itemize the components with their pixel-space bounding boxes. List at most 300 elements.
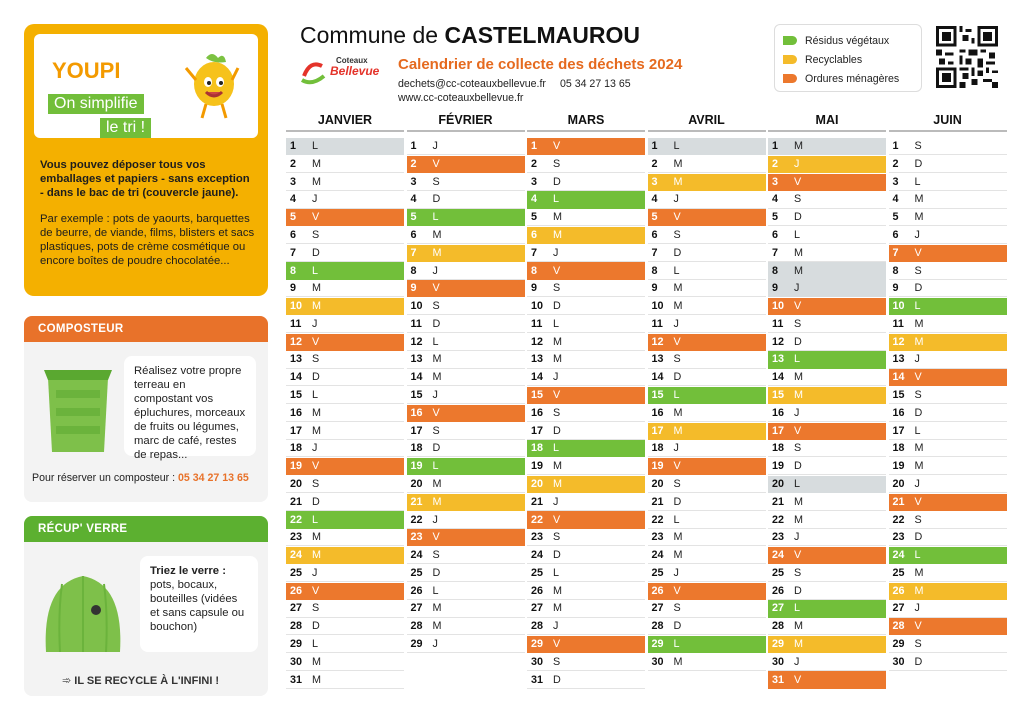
day-number: 28 bbox=[410, 620, 423, 633]
day-row bbox=[286, 298, 404, 315]
day-row bbox=[889, 262, 1007, 279]
day-number: 17 bbox=[410, 424, 423, 437]
day-number: 29 bbox=[892, 637, 905, 650]
day-row bbox=[407, 494, 525, 511]
day-letter: V bbox=[794, 549, 802, 562]
day-letter: V bbox=[432, 531, 440, 544]
day-number: 13 bbox=[892, 353, 905, 366]
day-number: 23 bbox=[290, 531, 303, 544]
composteur-bubble: Réalisez votre propre terreau en compostant vos épluchures, morceaux de fruits ou légumes, marc de café, restes de repas... bbox=[124, 356, 256, 456]
page-title bbox=[300, 22, 640, 49]
day-number: 26 bbox=[651, 584, 664, 597]
day-letter: L bbox=[432, 335, 439, 348]
day-number: 20 bbox=[772, 477, 785, 490]
day-number: 8 bbox=[531, 264, 538, 277]
day-number: 8 bbox=[290, 264, 297, 277]
coteaux-bellevue-logo bbox=[300, 56, 382, 88]
day-letter: M bbox=[914, 317, 924, 330]
day-letter: S bbox=[794, 317, 802, 330]
day-number: 24 bbox=[531, 549, 544, 562]
day-letter: L bbox=[914, 300, 921, 313]
day-row bbox=[286, 405, 404, 422]
day-number: 18 bbox=[892, 442, 905, 455]
day-number: 17 bbox=[772, 424, 785, 437]
day-number: 3 bbox=[410, 175, 417, 188]
day-row bbox=[889, 405, 1007, 422]
day-row bbox=[768, 405, 886, 422]
day-letter: M bbox=[312, 282, 321, 295]
day-row bbox=[527, 262, 645, 279]
day-letter: M bbox=[312, 655, 321, 668]
day-letter: S bbox=[432, 424, 440, 437]
day-row bbox=[527, 671, 645, 688]
day-row bbox=[286, 262, 404, 279]
day-row bbox=[527, 138, 645, 155]
day-letter: S bbox=[312, 229, 320, 241]
day-letter: D bbox=[432, 566, 441, 579]
month-name: MARS bbox=[527, 108, 645, 132]
day-letter: M bbox=[673, 175, 683, 188]
day-row bbox=[648, 423, 766, 440]
day-letter: L bbox=[553, 193, 560, 206]
day-number: 10 bbox=[410, 300, 423, 313]
legend-label: Recyclables bbox=[805, 53, 863, 66]
day-letter: J bbox=[432, 140, 438, 153]
day-row bbox=[286, 191, 404, 208]
day-letter: S bbox=[673, 477, 681, 490]
composteur-reserve bbox=[32, 472, 249, 484]
day-number: 7 bbox=[772, 246, 779, 259]
day-number: 5 bbox=[772, 211, 779, 224]
legend-swatch-orange bbox=[783, 74, 797, 83]
day-row bbox=[286, 583, 404, 600]
day-letter: M bbox=[432, 602, 442, 615]
day-letter: J bbox=[673, 193, 679, 206]
day-row bbox=[648, 405, 766, 422]
day-number: 10 bbox=[290, 300, 303, 313]
day-row bbox=[407, 458, 525, 475]
day-number: 2 bbox=[531, 157, 538, 170]
day-number: 3 bbox=[531, 175, 538, 188]
day-letter: M bbox=[794, 389, 803, 402]
day-number: 2 bbox=[651, 157, 658, 170]
day-letter: D bbox=[553, 549, 561, 562]
day-row bbox=[648, 529, 766, 546]
day-letter: M bbox=[553, 229, 562, 241]
day-row bbox=[286, 174, 404, 191]
day-number: 17 bbox=[651, 424, 664, 437]
day-letter: J bbox=[673, 442, 679, 455]
day-row bbox=[648, 458, 766, 475]
day-letter: S bbox=[673, 602, 681, 615]
day-row bbox=[286, 156, 404, 173]
verre-bubble-text: pots, bocaux, bouteilles (vidées et sans capsule ou bouchon) bbox=[150, 579, 245, 633]
day-letter: M bbox=[312, 673, 321, 686]
day-letter: S bbox=[914, 513, 922, 526]
recup-verre-bubble bbox=[140, 556, 258, 652]
day-number: 27 bbox=[290, 602, 303, 615]
day-row bbox=[527, 494, 645, 511]
day-row bbox=[768, 245, 886, 262]
day-row bbox=[286, 334, 404, 351]
logo-text-top: Coteaux bbox=[336, 56, 368, 65]
day-number: 10 bbox=[531, 300, 544, 313]
day-number: 4 bbox=[651, 193, 658, 206]
day-row bbox=[648, 174, 766, 191]
day-row bbox=[768, 671, 886, 688]
day-number: 29 bbox=[410, 637, 423, 650]
day-row bbox=[527, 334, 645, 351]
day-letter: M bbox=[553, 602, 562, 615]
contact-email[interactable]: dechets@cc-coteauxbellevue.fr bbox=[398, 78, 546, 90]
day-letter: V bbox=[914, 620, 922, 633]
day-number: 12 bbox=[531, 335, 544, 348]
commune-prefix: Commune de bbox=[300, 22, 445, 48]
mascot-icon bbox=[184, 50, 240, 122]
day-letter: D bbox=[432, 442, 441, 455]
day-row bbox=[889, 298, 1007, 315]
day-row bbox=[286, 494, 404, 511]
day-row bbox=[407, 262, 525, 279]
day-letter: M bbox=[553, 460, 562, 473]
day-letter: M bbox=[794, 495, 803, 508]
day-number: 29 bbox=[531, 637, 544, 650]
day-row bbox=[648, 351, 766, 368]
day-letter: D bbox=[914, 406, 923, 419]
day-letter: M bbox=[673, 424, 683, 437]
day-letter: L bbox=[312, 513, 319, 526]
day-row bbox=[527, 298, 645, 315]
day-row bbox=[527, 636, 645, 653]
youpi-tag-simplifie: On simplifie bbox=[48, 94, 144, 114]
day-letter: D bbox=[553, 300, 561, 313]
day-number: 27 bbox=[410, 602, 423, 615]
day-number: 24 bbox=[651, 549, 664, 562]
day-letter: M bbox=[312, 300, 321, 313]
day-row bbox=[648, 191, 766, 208]
day-letter: J bbox=[673, 317, 679, 330]
day-row bbox=[407, 529, 525, 546]
day-number: 16 bbox=[290, 406, 303, 419]
day-row bbox=[648, 494, 766, 511]
month-column bbox=[527, 108, 645, 689]
day-row bbox=[527, 600, 645, 617]
day-letter: V bbox=[794, 673, 802, 686]
day-row bbox=[407, 600, 525, 617]
day-row bbox=[407, 547, 525, 564]
day-number: 25 bbox=[531, 566, 544, 579]
day-row bbox=[889, 600, 1007, 617]
day-number: 20 bbox=[410, 477, 423, 490]
day-row bbox=[527, 316, 645, 333]
day-letter: J bbox=[794, 282, 800, 295]
reserve-phone: 05 34 27 13 65 bbox=[178, 472, 249, 484]
day-number: 14 bbox=[892, 371, 905, 384]
day-row bbox=[527, 369, 645, 386]
day-number: 3 bbox=[772, 175, 779, 188]
day-row bbox=[768, 369, 886, 386]
month-days bbox=[286, 138, 404, 689]
day-row bbox=[768, 511, 886, 528]
day-letter: V bbox=[553, 389, 561, 402]
day-letter: V bbox=[432, 282, 440, 295]
day-letter: M bbox=[432, 353, 442, 366]
glass-bin-icon bbox=[38, 564, 128, 660]
day-number: 19 bbox=[772, 460, 785, 473]
day-row bbox=[768, 440, 886, 457]
day-row bbox=[768, 423, 886, 440]
day-number: 11 bbox=[531, 317, 543, 330]
day-number: 22 bbox=[290, 513, 303, 526]
day-letter: M bbox=[432, 246, 442, 259]
day-letter: D bbox=[914, 531, 923, 544]
day-row bbox=[768, 547, 886, 564]
recup-verre-title: RÉCUP' VERRE bbox=[24, 516, 268, 542]
day-letter: V bbox=[914, 495, 922, 508]
day-row bbox=[889, 351, 1007, 368]
day-row bbox=[889, 636, 1007, 653]
day-row bbox=[286, 547, 404, 564]
day-letter: J bbox=[794, 531, 800, 544]
day-number: 5 bbox=[290, 211, 297, 224]
day-letter: D bbox=[794, 584, 802, 597]
day-number: 9 bbox=[772, 282, 779, 295]
day-number: 1 bbox=[531, 140, 538, 153]
day-number: 22 bbox=[531, 513, 544, 526]
day-row bbox=[768, 138, 886, 155]
day-letter: M bbox=[794, 140, 803, 153]
qr-code-icon[interactable] bbox=[936, 26, 998, 88]
day-letter: L bbox=[673, 389, 680, 402]
day-row bbox=[407, 351, 525, 368]
day-row bbox=[648, 156, 766, 173]
day-number: 6 bbox=[772, 229, 779, 241]
day-letter: V bbox=[673, 460, 681, 473]
day-number: 29 bbox=[290, 637, 303, 650]
day-letter: D bbox=[312, 246, 320, 259]
youpi-tag-tri: le tri ! bbox=[100, 118, 151, 138]
day-letter: V bbox=[553, 264, 561, 277]
day-number: 22 bbox=[651, 513, 664, 526]
day-row bbox=[286, 351, 404, 368]
day-number: 28 bbox=[290, 620, 303, 633]
day-letter: L bbox=[794, 477, 801, 490]
legend-label: Ordures ménagères bbox=[805, 72, 900, 85]
day-number: 6 bbox=[531, 229, 538, 241]
day-number: 8 bbox=[651, 264, 658, 277]
day-letter: V bbox=[312, 211, 320, 224]
day-letter: J bbox=[312, 442, 318, 455]
day-row bbox=[889, 423, 1007, 440]
youpi-title: YOUPI bbox=[52, 58, 121, 83]
day-row bbox=[527, 209, 645, 226]
day-letter: S bbox=[914, 637, 922, 650]
day-row bbox=[648, 440, 766, 457]
recup-verre-panel bbox=[24, 516, 268, 696]
day-row bbox=[889, 191, 1007, 208]
day-letter: J bbox=[914, 602, 920, 615]
day-number: 16 bbox=[772, 406, 785, 419]
day-number: 10 bbox=[772, 300, 785, 313]
month-days bbox=[527, 138, 645, 689]
day-number: 8 bbox=[772, 264, 779, 277]
day-number: 1 bbox=[410, 140, 417, 153]
day-number: 3 bbox=[651, 175, 658, 188]
day-row bbox=[286, 511, 404, 528]
legend-swatch-green bbox=[783, 36, 797, 45]
day-row bbox=[648, 227, 766, 244]
day-number: 21 bbox=[290, 495, 303, 508]
day-row bbox=[407, 405, 525, 422]
day-letter: M bbox=[794, 264, 803, 277]
day-row bbox=[768, 600, 886, 617]
day-letter: J bbox=[914, 353, 920, 366]
day-number: 9 bbox=[651, 282, 658, 295]
day-row bbox=[648, 600, 766, 617]
month-name: AVRIL bbox=[648, 108, 766, 132]
day-letter: D bbox=[553, 673, 561, 686]
day-row bbox=[407, 227, 525, 244]
day-row bbox=[889, 156, 1007, 173]
day-row bbox=[527, 618, 645, 635]
day-row bbox=[648, 262, 766, 279]
day-letter: M bbox=[794, 371, 803, 384]
day-row bbox=[768, 209, 886, 226]
day-number: 20 bbox=[651, 477, 664, 490]
day-row bbox=[648, 565, 766, 582]
day-row bbox=[648, 209, 766, 226]
day-letter: L bbox=[914, 175, 921, 188]
day-row bbox=[286, 440, 404, 457]
day-row bbox=[648, 245, 766, 262]
day-number: 28 bbox=[772, 620, 785, 633]
day-letter: M bbox=[553, 477, 562, 490]
day-letter: D bbox=[673, 495, 682, 508]
day-number: 21 bbox=[892, 495, 905, 508]
day-row bbox=[889, 529, 1007, 546]
day-row bbox=[889, 583, 1007, 600]
day-row bbox=[286, 316, 404, 333]
month-column bbox=[889, 108, 1007, 671]
day-letter: L bbox=[794, 229, 801, 241]
day-number: 30 bbox=[651, 655, 664, 668]
day-letter: M bbox=[673, 549, 683, 562]
day-letter: J bbox=[914, 477, 920, 490]
month-name: MAI bbox=[768, 108, 886, 132]
day-letter: M bbox=[432, 477, 442, 490]
day-row bbox=[648, 547, 766, 564]
day-number: 21 bbox=[772, 495, 785, 508]
legend-swatch-yellow bbox=[783, 55, 797, 64]
day-row bbox=[527, 280, 645, 297]
day-row bbox=[407, 316, 525, 333]
day-letter: M bbox=[794, 637, 803, 650]
month-column bbox=[286, 108, 404, 689]
day-letter: D bbox=[914, 282, 923, 295]
day-number: 22 bbox=[892, 513, 905, 526]
day-letter: V bbox=[673, 584, 681, 597]
day-letter: J bbox=[432, 513, 438, 526]
day-number: 2 bbox=[410, 157, 417, 170]
day-number: 24 bbox=[772, 549, 785, 562]
day-number: 11 bbox=[772, 317, 784, 330]
day-letter: S bbox=[432, 300, 440, 313]
day-row bbox=[407, 565, 525, 582]
day-letter: S bbox=[432, 175, 440, 188]
day-letter: M bbox=[312, 175, 321, 188]
day-letter: D bbox=[673, 620, 682, 633]
day-letter: S bbox=[553, 406, 561, 419]
day-number: 20 bbox=[531, 477, 544, 490]
day-number: 13 bbox=[410, 353, 423, 366]
day-number: 21 bbox=[651, 495, 664, 508]
day-number: 26 bbox=[531, 584, 544, 597]
day-number: 31 bbox=[531, 673, 544, 686]
legend-item-vegetaux bbox=[783, 31, 913, 50]
day-number: 9 bbox=[531, 282, 538, 295]
day-number: 8 bbox=[410, 264, 417, 277]
day-letter: J bbox=[312, 317, 318, 330]
day-number: 14 bbox=[410, 371, 423, 384]
day-letter: M bbox=[914, 442, 924, 455]
day-letter: L bbox=[914, 424, 921, 437]
day-row bbox=[768, 191, 886, 208]
day-number: 20 bbox=[892, 477, 905, 490]
day-number: 4 bbox=[290, 193, 297, 206]
day-letter: L bbox=[553, 317, 560, 330]
day-number: 25 bbox=[772, 566, 785, 579]
day-number: 12 bbox=[290, 335, 303, 348]
day-row bbox=[286, 138, 404, 155]
day-letter: M bbox=[914, 193, 924, 206]
day-letter: L bbox=[673, 264, 680, 277]
day-number: 14 bbox=[651, 371, 664, 384]
day-number: 7 bbox=[531, 246, 538, 259]
day-number: 26 bbox=[892, 584, 905, 597]
day-letter: L bbox=[312, 637, 319, 650]
day-number: 19 bbox=[410, 460, 423, 473]
composteur-panel bbox=[24, 316, 268, 502]
day-letter: L bbox=[312, 264, 319, 277]
day-number: 5 bbox=[651, 211, 658, 224]
day-row bbox=[407, 245, 525, 262]
day-row bbox=[407, 174, 525, 191]
day-letter: M bbox=[794, 620, 803, 633]
day-number: 13 bbox=[772, 353, 785, 366]
day-row bbox=[648, 476, 766, 493]
day-row bbox=[768, 280, 886, 297]
day-number: 28 bbox=[892, 620, 905, 633]
day-letter: M bbox=[914, 566, 924, 579]
day-letter: L bbox=[553, 442, 560, 455]
day-letter: D bbox=[794, 211, 802, 224]
day-row bbox=[648, 369, 766, 386]
day-letter: S bbox=[794, 442, 802, 455]
day-row bbox=[648, 636, 766, 653]
day-row bbox=[768, 316, 886, 333]
day-letter: J bbox=[794, 655, 800, 668]
day-number: 19 bbox=[531, 460, 544, 473]
day-letter: V bbox=[794, 175, 802, 188]
day-letter: D bbox=[794, 460, 802, 473]
month-column bbox=[768, 108, 886, 689]
day-row bbox=[648, 387, 766, 404]
day-letter: M bbox=[432, 495, 442, 508]
day-number: 27 bbox=[651, 602, 664, 615]
day-row bbox=[527, 245, 645, 262]
website-link[interactable]: www.cc-coteauxbellevue.fr bbox=[398, 92, 524, 104]
day-row bbox=[648, 511, 766, 528]
